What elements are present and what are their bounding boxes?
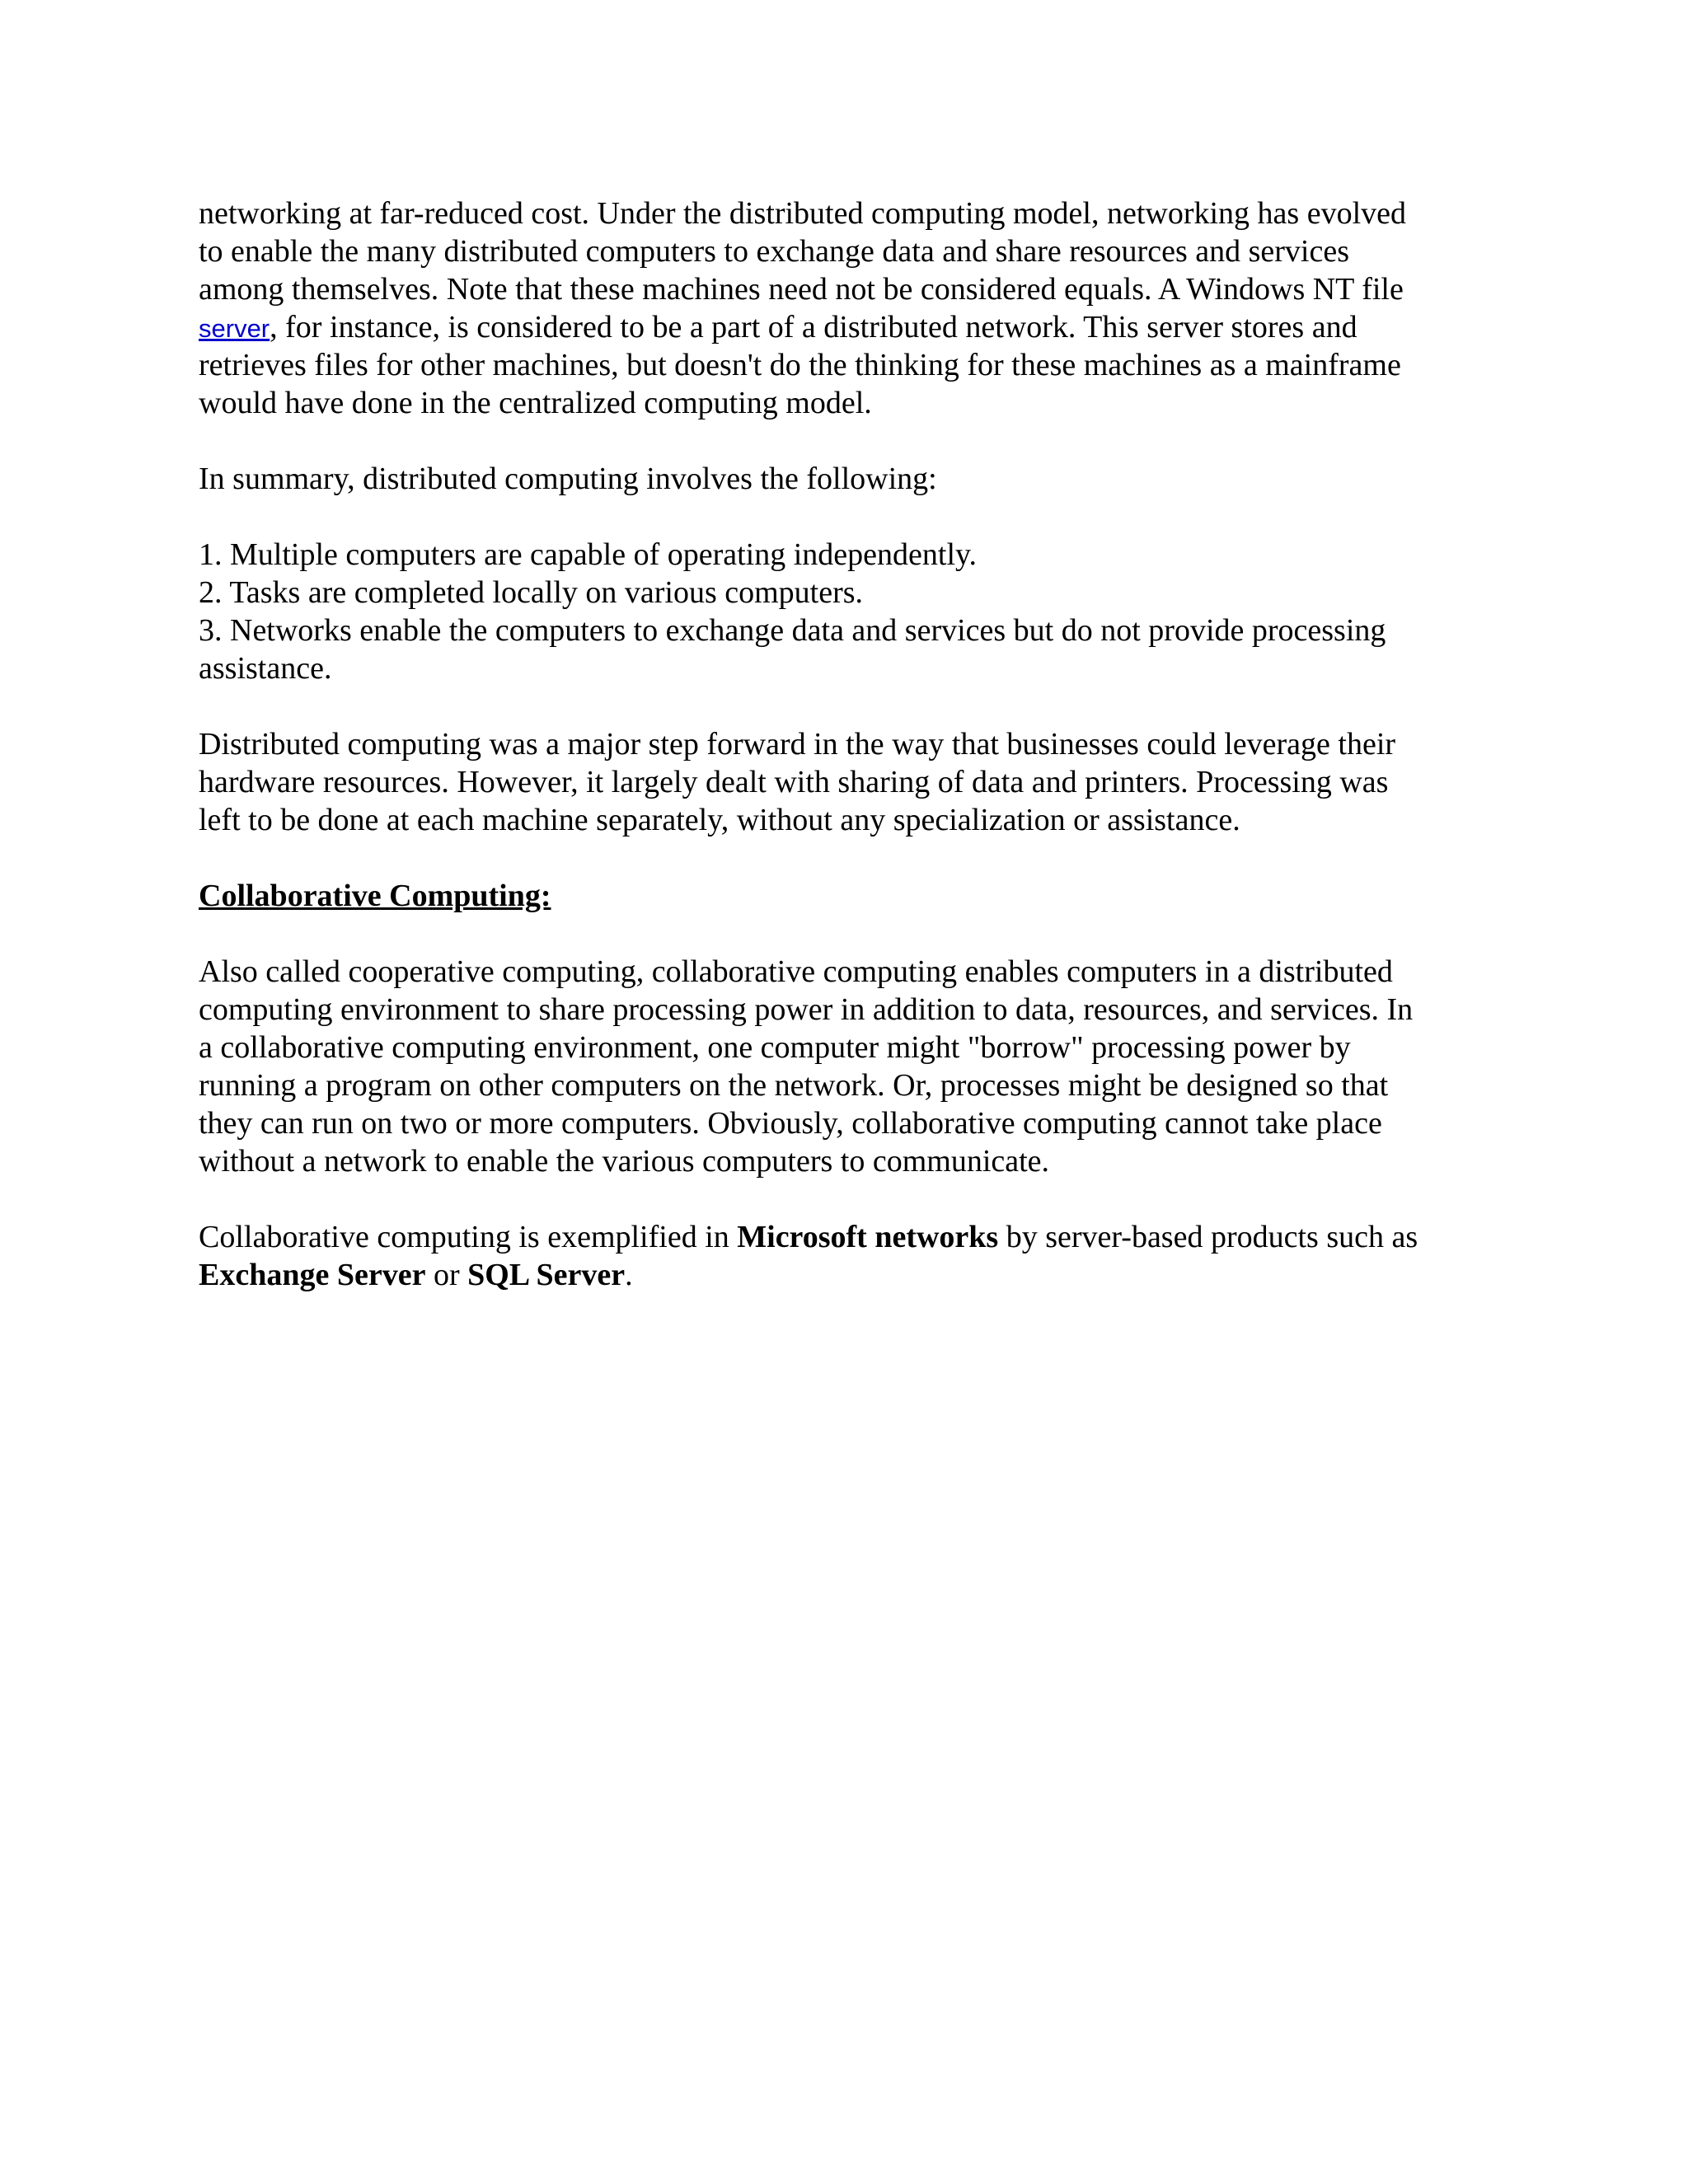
text-line: hardware resources. However, it largely dealt with sharing of data and printers. Processing was: [199, 765, 1389, 799]
final-paragraph: [199, 1218, 1517, 1294]
text-line: computing environment to share processing power in addition to data, resources, and services. In: [199, 992, 1414, 1027]
paragraph-spacer: [199, 839, 1517, 877]
document-body: [199, 194, 1517, 1294]
list-item: 1. Multiple computers are capable of operating independently.: [199, 537, 978, 572]
paragraph-spacer: [199, 1180, 1517, 1218]
text-line: they can run on two or more computers. Obviously, collaborative computing cannot take place: [199, 1106, 1382, 1141]
text-segment: or: [425, 1258, 468, 1292]
distributed-paragraph: [199, 725, 1517, 839]
text-segment: by server-based products such as: [998, 1220, 1418, 1254]
section-heading: Collaborative Computing:: [199, 879, 551, 913]
text-line: would have done in the centralized computing model.: [199, 386, 872, 420]
paragraph-spacer: [199, 687, 1517, 725]
summary-intro: In summary, distributed computing involves the following:: [199, 462, 937, 496]
text-line: networking at far-reduced cost. Under the distributed computing model, networking has evolved: [199, 196, 1407, 231]
text-segment: , for instance, is considered to be a part of a distributed network. This server stores and: [270, 310, 1357, 344]
text-line: [199, 1218, 1517, 1256]
text-line: running a program on other computers on the network. Or, processes might be designed so that: [199, 1068, 1389, 1103]
text-line: [199, 1256, 1517, 1294]
text-line: to enable the many distributed computers to exchange data and share resources and services: [199, 234, 1349, 269]
text-line: without a network to enable the various computers to communicate.: [199, 1144, 1050, 1179]
numbered-list: [199, 536, 1517, 687]
text-line: Distributed computing was a major step forward in the way that businesses could leverage their: [199, 727, 1396, 762]
text-line: among themselves. Note that these machines need not be considered equals. A Windows NT file: [199, 272, 1404, 307]
collaborative-paragraph: [199, 953, 1517, 1180]
list-item: 2. Tasks are completed locally on various computers.: [199, 575, 864, 610]
text-line: [199, 308, 1517, 346]
bold-term: Microsoft networks: [737, 1220, 999, 1254]
paragraph-spacer: [199, 498, 1517, 536]
bold-term: SQL Server: [467, 1258, 626, 1292]
text-line: retrieves files for other machines, but doesn't do the thinking for these machines as a mainframe: [199, 348, 1401, 382]
paragraph-spacer: [199, 422, 1517, 460]
list-item-continuation: assistance.: [199, 651, 332, 686]
text-segment: Collaborative computing is exemplified in: [199, 1220, 738, 1254]
text-line: a collaborative computing environment, one computer might "borrow" processing power by: [199, 1030, 1351, 1065]
paragraph-spacer: [199, 915, 1517, 953]
bold-term: Exchange Server: [199, 1258, 426, 1292]
list-item: 3. Networks enable the computers to exchange data and services but do not provide processing: [199, 613, 1386, 648]
text-segment: .: [625, 1258, 633, 1292]
server-link[interactable]: server: [199, 314, 270, 343]
text-line: Also called cooperative computing, collaborative computing enables computers in a distributed: [199, 954, 1393, 989]
text-line: left to be done at each machine separately, without any specialization or assistance.: [199, 803, 1240, 837]
intro-paragraph: [199, 194, 1517, 422]
